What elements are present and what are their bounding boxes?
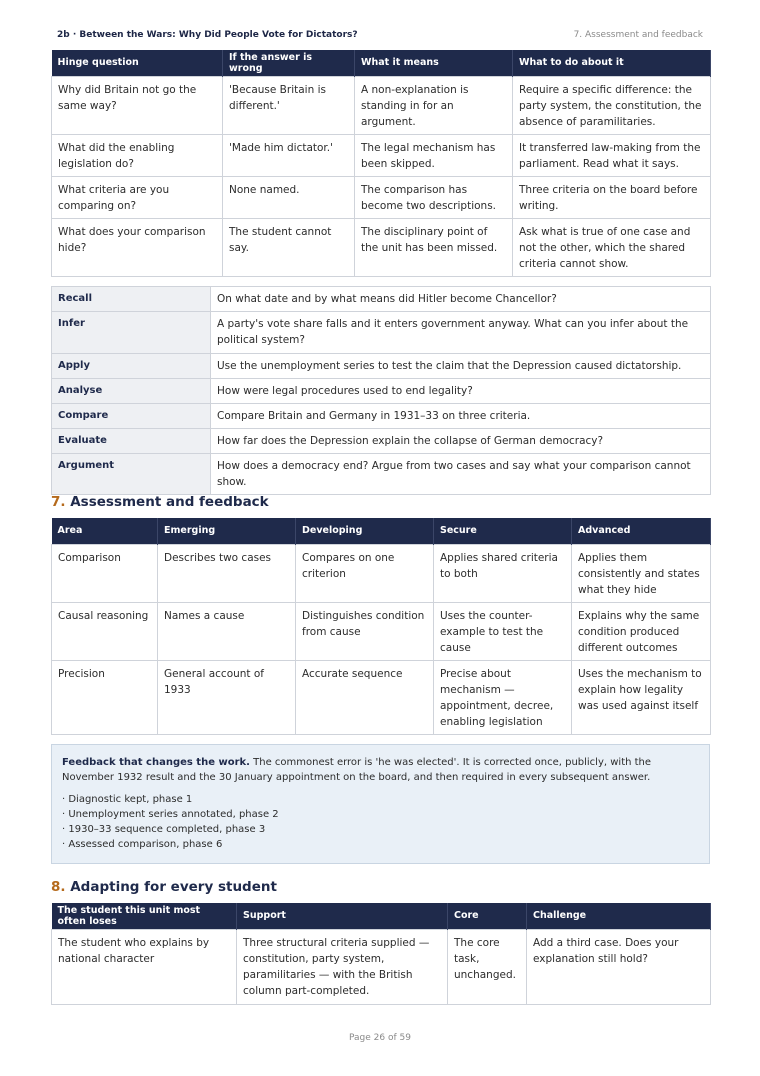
table-cell: 'Because Britain is different.' — [223, 76, 355, 134]
list-item: · Unemployment series annotated, phase 2 — [62, 809, 279, 820]
table-header-row — [52, 903, 711, 929]
section-8-heading — [51, 879, 277, 895]
level-question: A party's vote share falls and it enters government anyway. What can you infer about the political system? — [211, 312, 711, 354]
table-cell: The legal mechanism has been skipped. — [355, 134, 513, 176]
section-number: 7. — [51, 494, 66, 510]
page-number: Page 26 of 59 — [349, 1033, 411, 1043]
table-cell: Precision — [52, 660, 158, 734]
table-row — [52, 287, 711, 312]
section-title: Assessment and feedback — [70, 494, 269, 510]
feedback-text: The commonest error is 'he was elected'. It is corrected once, publicly, with the November 1932 result and the 30 January appointment on the board, and then required in every subsequent answer. — [62, 757, 652, 783]
column-header: Secure — [434, 518, 572, 544]
table-row — [52, 176, 711, 218]
table-row — [52, 429, 711, 454]
level-question: Use the unemployment series to test the claim that the Depression caused dictatorship. — [211, 354, 711, 379]
table-cell: The disciplinary point of the unit has been missed. — [355, 218, 513, 276]
feedback-list — [62, 792, 699, 852]
column-header: If the answer is wrong — [223, 50, 355, 76]
table-row — [52, 354, 711, 379]
adapting-table — [51, 903, 711, 1005]
level-label: Analyse — [52, 379, 211, 404]
table-header-row — [52, 518, 711, 544]
column-header: Support — [237, 903, 448, 929]
level-question: Compare Britain and Germany in 1931–33 on three criteria. — [211, 404, 711, 429]
question-levels-table — [51, 286, 711, 495]
table-cell: Applies them consistently and states what they hide — [572, 544, 711, 602]
table-cell: Require a specific difference: the party system, the constitution, the absence of paramilitaries. — [513, 76, 711, 134]
table-row — [52, 76, 711, 134]
table-cell: Three criteria on the board before writing. — [513, 176, 711, 218]
table-cell: The student who explains by national character — [52, 929, 237, 1004]
table-cell: 'Made him dictator.' — [223, 134, 355, 176]
level-question: How far does the Depression explain the collapse of German democracy? — [211, 429, 711, 454]
table-cell: Precise about mechanism — appointment, decree, enabling legislation — [434, 660, 572, 734]
table-header-row — [52, 50, 711, 76]
table-row — [52, 454, 711, 495]
column-header: Emerging — [158, 518, 296, 544]
column-header: The student this unit most often loses — [52, 903, 237, 929]
table-cell: Why did Britain not go the same way? — [52, 76, 223, 134]
table-cell: What did the enabling legislation do? — [52, 134, 223, 176]
table-cell: Accurate sequence — [296, 660, 434, 734]
document-title: 2b · Between the Wars: Why Did People Vote for Dictators? — [57, 30, 358, 40]
column-header: What it means — [355, 50, 513, 76]
table-cell: The core task, unchanged. — [448, 929, 527, 1004]
table-cell: Names a cause — [158, 602, 296, 660]
table-cell: The student cannot say. — [223, 218, 355, 276]
table-cell: Causal reasoning — [52, 602, 158, 660]
table-cell: Describes two cases — [158, 544, 296, 602]
table-cell: Add a third case. Does your explanation still hold? — [527, 929, 711, 1004]
table-cell: The comparison has become two descriptions. — [355, 176, 513, 218]
level-label: Apply — [52, 354, 211, 379]
column-header: What to do about it — [513, 50, 711, 76]
level-label: Recall — [52, 287, 211, 312]
table-cell: What does your comparison hide? — [52, 218, 223, 276]
feedback-callout — [51, 744, 710, 864]
table-row — [52, 660, 711, 734]
table-row — [52, 218, 711, 276]
table-cell: Uses the counter-example to test the cause — [434, 602, 572, 660]
feedback-lead: Feedback that changes the work. — [62, 757, 250, 768]
table-cell: Uses the mechanism to explain how legality was used against itself — [572, 660, 711, 734]
table-cell: Distinguishes condition from cause — [296, 602, 434, 660]
table-row — [52, 544, 711, 602]
table-row — [52, 312, 711, 354]
section-number: 8. — [51, 879, 66, 895]
table-cell: It transferred law-making from the parliament. Read what it says. — [513, 134, 711, 176]
assessment-rubric-table — [51, 518, 711, 735]
table-cell: None named. — [223, 176, 355, 218]
table-cell: Explains why the same condition produced different outcomes — [572, 602, 711, 660]
level-label: Compare — [52, 404, 211, 429]
level-label: Evaluate — [52, 429, 211, 454]
hinge-question-table — [51, 50, 711, 277]
level-label: Infer — [52, 312, 211, 354]
list-item: · Diagnostic kept, phase 1 — [62, 794, 193, 805]
column-header: Advanced — [572, 518, 711, 544]
level-question: On what date and by what means did Hitler become Chancellor? — [211, 287, 711, 312]
table-cell: Applies shared criteria to both — [434, 544, 572, 602]
column-header: Developing — [296, 518, 434, 544]
level-question: How were legal procedures used to end legality? — [211, 379, 711, 404]
table-cell: General account of 1933 — [158, 660, 296, 734]
table-row — [52, 602, 711, 660]
table-row — [52, 404, 711, 429]
table-cell: Compares on one criterion — [296, 544, 434, 602]
column-header: Challenge — [527, 903, 711, 929]
running-header — [57, 28, 703, 42]
section-title: Adapting for every student — [70, 879, 277, 895]
column-header: Hinge question — [52, 50, 223, 76]
list-item: · Assessed comparison, phase 6 — [62, 839, 223, 850]
table-cell: What criteria are you comparing on? — [52, 176, 223, 218]
feedback-paragraph — [62, 755, 699, 785]
level-question: How does a democracy end? Argue from two cases and say what your comparison cannot show. — [211, 454, 711, 495]
table-cell: Three structural criteria supplied — constitution, party system, paramilitaries — with the British column part-completed. — [237, 929, 448, 1004]
table-row — [52, 379, 711, 404]
column-header: Area — [52, 518, 158, 544]
section-reference: 7. Assessment and feedback — [573, 30, 703, 40]
table-row — [52, 929, 711, 1004]
table-cell: Ask what is true of one case and not the other, which the shared criteria cannot show. — [513, 218, 711, 276]
table-cell: A non-explanation is standing in for an argument. — [355, 76, 513, 134]
level-label: Argument — [52, 454, 211, 495]
list-item: · 1930–33 sequence completed, phase 3 — [62, 824, 266, 835]
table-row — [52, 134, 711, 176]
table-cell: Comparison — [52, 544, 158, 602]
section-7-heading — [51, 494, 269, 510]
column-header: Core — [448, 903, 527, 929]
